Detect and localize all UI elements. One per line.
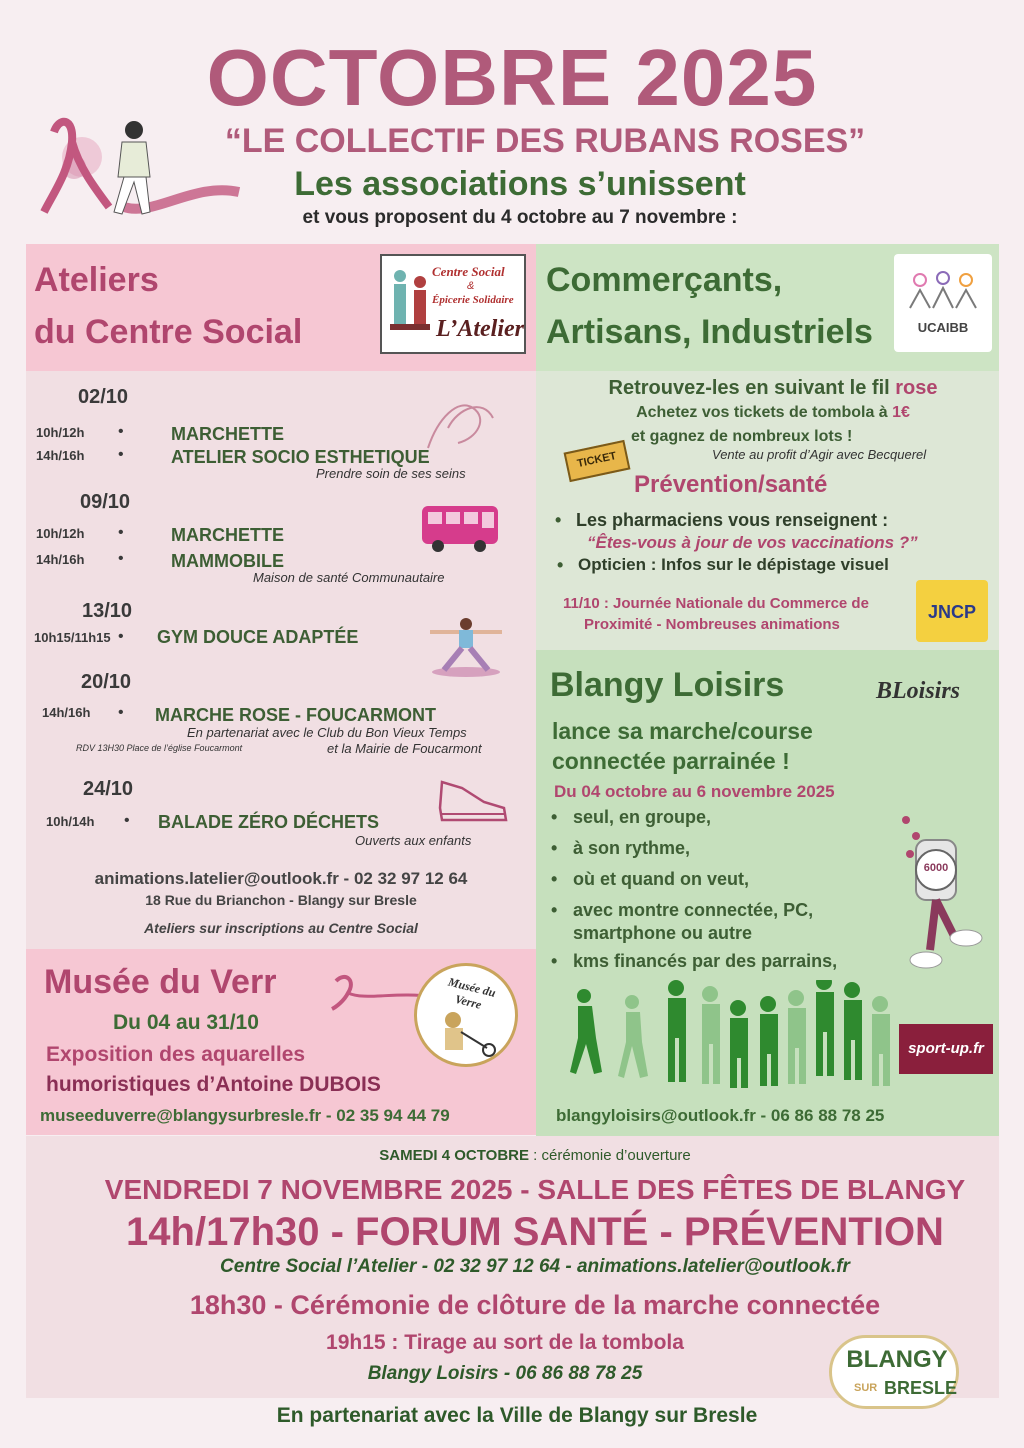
event-rdv: RDV 13H30 Place de l’église Foucarmont <box>76 743 243 753</box>
loisirs-panel <box>536 650 999 1136</box>
jncp-logo <box>916 580 988 642</box>
loisirs-footer-line: Blangy Loisirs - 06 86 88 78 25 <box>367 1363 643 1384</box>
musee-panel <box>26 949 536 1135</box>
intro-rose: rose <box>895 377 938 399</box>
smartwatch-icon <box>896 810 996 1000</box>
samedi-rest: : cérémonie d’ouverture <box>529 1147 691 1164</box>
blangy-logo <box>829 1335 959 1409</box>
prevention-item: Les pharmaciens vous renseignent : <box>576 510 889 530</box>
partenariat-line: En partenariat avec la Ville de Blangy sur Bresle <box>276 1404 758 1427</box>
event-label: MARCHETTE <box>171 525 284 545</box>
musee-title: Musée du Verr <box>44 963 277 1001</box>
prevention-quote: “Êtes-vous à jour de vos vaccinations ?” <box>587 533 918 552</box>
ticket-label: TICKET <box>576 450 618 471</box>
event-time: 14h/16h <box>36 552 85 567</box>
blangy-logo-line2: BRESLE <box>884 1378 958 1398</box>
bullet: • <box>551 838 558 858</box>
samedi-bold: SAMEDI 4 OCTOBRE <box>379 1147 529 1164</box>
yoga-figure-icon <box>426 614 506 678</box>
woman-ribbon-illustration <box>34 112 244 242</box>
tombola-text: Achetez vos tickets de tombola à <box>636 404 893 421</box>
forum-line: 14h/17h30 - FORUM SANTÉ - PRÉVENTION <box>126 1210 944 1254</box>
collectif-subtitle: “LE COLLECTIF DES RUBANS ROSES” <box>224 122 866 160</box>
logo-line3: L’Atelier <box>436 316 524 342</box>
loisirs-item: seul, en groupe, <box>573 807 712 827</box>
musee-expo-line1: Exposition des aquarelles <box>46 1043 306 1066</box>
event-time: 10h/12h <box>36 425 85 440</box>
blangy-logo-line1: BLANGY <box>846 1346 948 1373</box>
musee-expo-line2: humoristiques d’Antoine DUBOIS <box>46 1073 381 1096</box>
tombola-line <box>536 404 1010 422</box>
bullet: • <box>555 510 562 530</box>
event-note: Ouverts aux enfants <box>355 833 472 848</box>
family-figures-icon <box>386 262 436 350</box>
event-label: BALADE ZÉRO DÉCHETS <box>158 812 380 832</box>
bullet: • <box>118 524 124 541</box>
social-inscriptions: Ateliers sur inscriptions au Centre Social <box>144 920 418 936</box>
loisirs-contact: blangyloisirs@outlook.fr - 06 86 88 78 25 <box>556 1106 885 1125</box>
event-date: 13/10 <box>82 600 133 622</box>
event-time: 14h/16h <box>42 705 91 720</box>
bullet: • <box>551 869 558 889</box>
loisirs-lead-2: connectée parrainée ! <box>552 748 790 774</box>
musee-logo <box>414 963 518 1067</box>
bullet: • <box>124 812 130 829</box>
ateliers-title-line2: du Centre Social <box>34 313 303 351</box>
ucaibb-logo-text: UCAIBB <box>917 320 969 335</box>
social-address: 18 Rue du Brianchon - Blangy sur Bresle <box>145 892 417 908</box>
sport-up-logo: sport-up.fr <box>899 1024 993 1074</box>
logo-line2: Épicerie Solidaire <box>432 294 514 306</box>
event-date: 24/10 <box>83 778 134 800</box>
page-title: OCTOBRE 2025 <box>206 33 818 122</box>
sneaker-icon <box>434 768 510 828</box>
blangy-logo-sur: SUR <box>854 1382 878 1394</box>
bullet: • <box>551 951 558 971</box>
loisirs-item: avec montre connectée, PC, <box>573 900 814 920</box>
lots-line: et gagnez de nombreux lots ! <box>631 428 853 445</box>
people-circle-icon <box>906 268 980 312</box>
loisirs-logo: BLoisirs <box>876 678 961 704</box>
loisirs-item: smartphone ou autre <box>573 923 753 943</box>
loisirs-period: Du 04 octobre au 6 novembre 2025 <box>554 782 835 801</box>
social-contact: animations.latelier@outlook.fr - 02 32 97 12 64 <box>94 869 468 888</box>
tombola-price: 1€ <box>892 404 910 421</box>
prevention-title: Prévention/santé <box>634 471 828 498</box>
event-label: GYM DOUCE ADAPTÉE <box>157 627 359 647</box>
event-date: 20/10 <box>81 671 132 693</box>
ceremonie-line: 18h30 - Cérémonie de clôture de la marche connectée <box>189 1290 881 1320</box>
glassblower-icon <box>435 1004 501 1060</box>
commerce-title-line1: Commerçants, <box>546 261 783 299</box>
musee-contact: museeduverre@blangysurbresle.fr - 02 35 94 44 79 <box>40 1106 450 1125</box>
journee-line2: Proximité - Nombreuses animations <box>584 616 840 633</box>
event-label: MARCHETTE <box>171 424 284 444</box>
mammobile-bus-icon <box>420 500 502 556</box>
journee-line1: 11/10 : Journée Nationale du Commerce de <box>563 595 869 612</box>
logo-line1: Centre Social <box>432 264 505 279</box>
bullet: • <box>118 423 124 440</box>
walking-group-icon <box>570 980 900 1092</box>
bullet: • <box>118 550 124 567</box>
commerce-header-panel <box>536 244 999 371</box>
prevention-item: Opticien : Infos sur le dépistage visuel <box>578 555 889 574</box>
vendredi-line: VENDREDI 7 NOVEMBRE 2025 - SALLE DES FÊTES DE BLANGY <box>104 1174 966 1205</box>
bullet: • <box>118 446 124 463</box>
event-time: 14h/16h <box>36 448 85 463</box>
event-label: MAMMOBILE <box>171 551 284 571</box>
tirage-line: 19h15 : Tirage au sort de la tombola <box>326 1331 684 1354</box>
bullet: • <box>118 628 124 645</box>
event-label: ATELIER SOCIO ESTHETIQUE <box>171 447 430 467</box>
tagline: Les associations s’unissent <box>294 165 746 203</box>
watch-value: 6000 <box>923 862 949 874</box>
jncp-logo-text: JNCP <box>927 602 976 622</box>
vente-line: Vente au profit d’Agir avec Becquerel <box>712 447 927 462</box>
event-date: 02/10 <box>78 386 129 408</box>
loisirs-item: à son rythme, <box>573 838 691 858</box>
event-note: Maison de santé Communautaire <box>253 570 445 585</box>
loisirs-item: où et quand on veut, <box>573 869 749 889</box>
loisirs-title: Blangy Loisirs <box>550 666 785 704</box>
event-note: Prendre soin de ses seins <box>316 466 466 481</box>
hands-heart-icon <box>418 388 498 458</box>
event-date: 09/10 <box>80 491 131 513</box>
event-note: En partenariat avec le Club du Bon Vieux Temps <box>187 725 467 740</box>
bullet: • <box>118 704 124 721</box>
event-time: 10h/14h <box>46 814 95 829</box>
event-time: 10h/12h <box>36 526 85 541</box>
event-time: 10h15/11h15 <box>34 630 111 645</box>
ateliers-header-panel <box>26 244 536 371</box>
loisirs-item: kms financés par des parrains, <box>573 951 838 971</box>
musee-dates: Du 04 au 31/10 <box>113 1011 259 1034</box>
centre-social-logo <box>380 254 526 354</box>
ucaibb-logo <box>894 254 992 352</box>
centre-line: Centre Social l’Atelier - 02 32 97 12 64 - animations.latelier@outlook.fr <box>220 1256 850 1277</box>
intro-text: Retrouvez-les en suivant le fil <box>608 377 896 399</box>
commerce-intro <box>536 377 1010 400</box>
event-note-2: et la Mairie de Foucarmont <box>327 741 482 756</box>
commerce-title-line2: Artisans, Industriels <box>546 313 873 351</box>
logo-amp: & <box>467 280 475 292</box>
event-label: MARCHE ROSE - FOUCARMONT <box>155 705 436 725</box>
dates-line: et vous proposent du 4 octobre au 7 novembre : <box>302 207 738 228</box>
ateliers-title-line1: Ateliers <box>34 261 159 299</box>
bullet: • <box>551 807 558 827</box>
bullet: • <box>557 555 564 575</box>
samedi-line <box>26 1147 1024 1164</box>
musee-logo-text: Musée du Verre <box>446 974 498 1012</box>
bullet: • <box>551 900 558 920</box>
loisirs-lead-1: lance sa marche/course <box>552 718 813 744</box>
